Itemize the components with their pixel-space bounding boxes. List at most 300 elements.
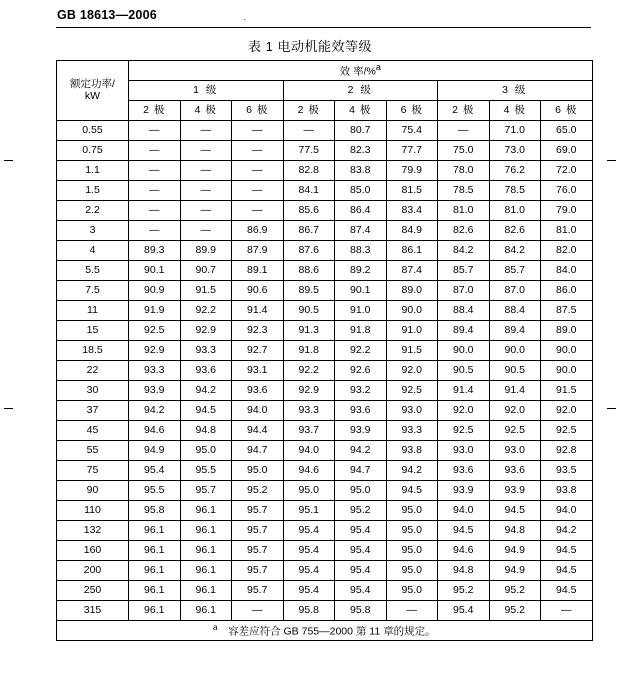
cell-efficiency: 94.5	[489, 501, 541, 521]
cell-efficiency: —	[232, 141, 284, 161]
cell-efficiency: 95.0	[386, 501, 438, 521]
cell-efficiency: 96.1	[180, 521, 232, 541]
cell-rated-power: 75	[57, 461, 129, 481]
table-title: 表 1 电动机能效等级	[248, 39, 372, 54]
cell-efficiency: 93.3	[180, 341, 232, 361]
cell-efficiency: 82.6	[489, 221, 541, 241]
cell-efficiency: 95.2	[489, 581, 541, 601]
cell-rated-power: 250	[57, 581, 129, 601]
table-header-row-3	[57, 101, 593, 121]
cell-efficiency: 93.6	[232, 381, 284, 401]
cell-efficiency: 92.3	[232, 321, 284, 341]
cell-efficiency: 95.8	[283, 601, 335, 621]
cell-efficiency: 95.0	[386, 581, 438, 601]
cell-efficiency: 96.1	[180, 561, 232, 581]
cell-efficiency: 95.0	[386, 561, 438, 581]
cell-efficiency: 92.6	[335, 361, 387, 381]
cell-efficiency: 89.0	[386, 281, 438, 301]
motor-efficiency-table	[56, 60, 593, 641]
cell-efficiency: 92.9	[180, 321, 232, 341]
header-rated-power	[57, 61, 129, 121]
cell-rated-power: 11	[57, 301, 129, 321]
cell-efficiency: 84.9	[386, 221, 438, 241]
cell-rated-power: 110	[57, 501, 129, 521]
cell-efficiency: 92.0	[541, 401, 593, 421]
cell-efficiency: 94.0	[232, 401, 284, 421]
table-row	[57, 421, 593, 441]
cell-efficiency: 77.7	[386, 141, 438, 161]
table-row	[57, 341, 593, 361]
cell-rated-power: 4	[57, 241, 129, 261]
cell-efficiency: —	[180, 201, 232, 221]
cell-efficiency: 82.6	[438, 221, 490, 241]
cell-efficiency: —	[232, 161, 284, 181]
cell-rated-power: 0.55	[57, 121, 129, 141]
cell-efficiency: 96.1	[129, 581, 181, 601]
cell-efficiency: 93.1	[232, 361, 284, 381]
cell-efficiency: 95.4	[129, 461, 181, 481]
cell-efficiency: 89.5	[283, 281, 335, 301]
cell-efficiency: 92.8	[541, 441, 593, 461]
cell-efficiency: 91.0	[386, 321, 438, 341]
cell-efficiency: 94.5	[180, 401, 232, 421]
cell-efficiency: 95.4	[283, 521, 335, 541]
cell-efficiency: 91.8	[335, 321, 387, 341]
cell-efficiency: 94.5	[386, 481, 438, 501]
cell-rated-power: 200	[57, 561, 129, 581]
cell-efficiency: 93.6	[335, 401, 387, 421]
cell-efficiency: 93.9	[129, 381, 181, 401]
cell-efficiency: 95.2	[232, 481, 284, 501]
cell-efficiency: —	[386, 601, 438, 621]
cell-efficiency: —	[232, 601, 284, 621]
cell-efficiency: 91.0	[335, 301, 387, 321]
cell-efficiency: 95.2	[438, 581, 490, 601]
cell-efficiency: 90.1	[129, 261, 181, 281]
cell-efficiency: 69.0	[541, 141, 593, 161]
table-row	[57, 261, 593, 281]
cell-efficiency: 94.6	[129, 421, 181, 441]
cell-efficiency: 94.2	[386, 461, 438, 481]
cell-efficiency: 90.9	[129, 281, 181, 301]
cell-efficiency: 95.0	[283, 481, 335, 501]
cell-efficiency: 92.2	[335, 341, 387, 361]
cell-efficiency: 89.4	[489, 321, 541, 341]
cell-efficiency: 84.1	[283, 181, 335, 201]
cell-efficiency: —	[232, 181, 284, 201]
cell-rated-power: 30	[57, 381, 129, 401]
cell-efficiency: 91.4	[232, 301, 284, 321]
header-grade1-pole-2: 2 极	[129, 101, 181, 121]
table-row	[57, 221, 593, 241]
table-row	[57, 561, 593, 581]
cell-efficiency: 92.9	[283, 381, 335, 401]
cell-efficiency: 86.7	[283, 221, 335, 241]
cell-efficiency: 96.1	[180, 601, 232, 621]
cell-efficiency: 80.7	[335, 121, 387, 141]
cell-efficiency: —	[283, 121, 335, 141]
cell-efficiency: 85.7	[438, 261, 490, 281]
cell-efficiency: 95.1	[283, 501, 335, 521]
cell-efficiency: —	[180, 181, 232, 201]
cell-efficiency: 92.5	[489, 421, 541, 441]
cell-efficiency: 92.2	[180, 301, 232, 321]
cell-efficiency: 92.0	[438, 401, 490, 421]
cell-rated-power: 37	[57, 401, 129, 421]
cell-efficiency: 91.4	[489, 381, 541, 401]
cell-efficiency: 89.9	[180, 241, 232, 261]
cell-efficiency: 96.1	[180, 541, 232, 561]
cell-efficiency: 79.9	[386, 161, 438, 181]
cell-rated-power: 1.5	[57, 181, 129, 201]
cell-rated-power: 2.2	[57, 201, 129, 221]
cell-efficiency: 94.0	[438, 501, 490, 521]
table-row	[57, 481, 593, 501]
header-efficiency-label: 效 率/%	[339, 65, 376, 78]
cell-efficiency: 91.9	[129, 301, 181, 321]
cell-efficiency: 92.5	[386, 381, 438, 401]
cell-efficiency: 95.4	[283, 581, 335, 601]
cell-efficiency: 94.5	[541, 541, 593, 561]
table-row	[57, 241, 593, 261]
cell-efficiency: —	[180, 141, 232, 161]
cell-efficiency: 76.0	[541, 181, 593, 201]
cell-efficiency: 96.1	[129, 601, 181, 621]
cell-efficiency: —	[180, 121, 232, 141]
header-grade2-pole-4: 4 极	[335, 101, 387, 121]
cell-efficiency: 95.0	[386, 541, 438, 561]
header-rated-power-line2: kW	[84, 89, 101, 102]
cell-efficiency: —	[232, 201, 284, 221]
cell-rated-power: 90	[57, 481, 129, 501]
cell-efficiency: 94.2	[180, 381, 232, 401]
cell-efficiency: 94.6	[438, 541, 490, 561]
header-grade3-pole-6: 6 极	[541, 101, 593, 121]
table-row	[57, 521, 593, 541]
cell-efficiency: 89.2	[335, 261, 387, 281]
cell-rated-power: 45	[57, 421, 129, 441]
table-row	[57, 141, 593, 161]
header-rated-power-line1: 额定功率/	[70, 77, 115, 90]
cell-efficiency: 87.5	[541, 301, 593, 321]
cell-efficiency: 94.0	[283, 441, 335, 461]
cell-efficiency: 88.4	[438, 301, 490, 321]
cell-efficiency: 95.4	[283, 541, 335, 561]
cell-efficiency: 90.6	[232, 281, 284, 301]
cell-efficiency: 93.6	[489, 461, 541, 481]
cell-efficiency: 87.9	[232, 241, 284, 261]
cell-efficiency: 95.7	[232, 581, 284, 601]
footnote-mark: a	[212, 621, 218, 632]
cell-efficiency: 96.1	[129, 541, 181, 561]
cell-efficiency: 95.4	[335, 581, 387, 601]
header-grade1-pole-6: 6 极	[232, 101, 284, 121]
cell-efficiency: 87.0	[438, 281, 490, 301]
cell-efficiency: 81.0	[438, 201, 490, 221]
cell-efficiency: 76.2	[489, 161, 541, 181]
cell-efficiency: 75.4	[386, 121, 438, 141]
cell-efficiency: 94.8	[438, 561, 490, 581]
cell-efficiency: 82.8	[283, 161, 335, 181]
cell-efficiency: 90.0	[541, 361, 593, 381]
cell-efficiency: —	[129, 221, 181, 241]
cell-rated-power: 132	[57, 521, 129, 541]
cell-efficiency: 94.6	[283, 461, 335, 481]
table-row	[57, 161, 593, 181]
cell-efficiency: 91.5	[541, 381, 593, 401]
table-row	[57, 361, 593, 381]
cell-efficiency: 72.0	[541, 161, 593, 181]
cell-efficiency: 86.0	[541, 281, 593, 301]
cell-efficiency: 65.0	[541, 121, 593, 141]
cell-efficiency: 94.2	[335, 441, 387, 461]
header-grade3-pole-2: 2 极	[438, 101, 490, 121]
cell-efficiency: 94.0	[541, 501, 593, 521]
header-grade-2: 2 级	[283, 81, 438, 101]
cell-efficiency: 81.0	[541, 221, 593, 241]
margin-tick-left-upper	[4, 160, 13, 161]
cell-efficiency: 93.2	[335, 381, 387, 401]
table-header-row-1	[57, 61, 593, 81]
cell-efficiency: 90.0	[438, 341, 490, 361]
cell-efficiency: 89.4	[438, 321, 490, 341]
cell-efficiency: 94.8	[489, 521, 541, 541]
cell-efficiency: 95.7	[232, 561, 284, 581]
cell-efficiency: 84.2	[438, 241, 490, 261]
cell-efficiency: 90.1	[335, 281, 387, 301]
cell-efficiency: 83.8	[335, 161, 387, 181]
header-divider-rule	[56, 27, 591, 28]
cell-efficiency: 77.5	[283, 141, 335, 161]
cell-efficiency: 89.3	[129, 241, 181, 261]
cell-efficiency: 87.4	[335, 221, 387, 241]
cell-efficiency: 93.7	[283, 421, 335, 441]
cell-rated-power: 315	[57, 601, 129, 621]
cell-efficiency: 75.0	[438, 141, 490, 161]
table-row	[57, 181, 593, 201]
cell-efficiency: —	[129, 201, 181, 221]
cell-efficiency: 95.0	[386, 521, 438, 541]
cell-efficiency: 88.3	[335, 241, 387, 261]
table-footnote	[57, 621, 593, 641]
cell-efficiency: 95.0	[180, 441, 232, 461]
cell-efficiency: 86.4	[335, 201, 387, 221]
cell-efficiency: 85.7	[489, 261, 541, 281]
cell-efficiency: —	[541, 601, 593, 621]
cell-efficiency: 93.3	[386, 421, 438, 441]
cell-efficiency: 95.7	[232, 501, 284, 521]
cell-rated-power: 18.5	[57, 341, 129, 361]
cell-efficiency: 79.0	[541, 201, 593, 221]
table-row	[57, 461, 593, 481]
cell-efficiency: 94.7	[232, 441, 284, 461]
cell-rated-power: 5.5	[57, 261, 129, 281]
cell-efficiency: 94.9	[489, 561, 541, 581]
cell-efficiency: 94.7	[335, 461, 387, 481]
cell-efficiency: 95.4	[335, 561, 387, 581]
cell-efficiency: 95.0	[232, 461, 284, 481]
margin-tick-right-upper	[607, 160, 616, 161]
cell-efficiency: 90.5	[489, 361, 541, 381]
header-efficiency	[129, 61, 593, 81]
cell-efficiency: 81.0	[489, 201, 541, 221]
cell-efficiency: 86.1	[386, 241, 438, 261]
cell-efficiency: 90.0	[489, 341, 541, 361]
cell-efficiency: 95.8	[335, 601, 387, 621]
cell-efficiency: 90.0	[386, 301, 438, 321]
cell-efficiency: 95.4	[335, 541, 387, 561]
cell-efficiency: 82.3	[335, 141, 387, 161]
cell-efficiency: 93.5	[541, 461, 593, 481]
cell-efficiency: 95.4	[283, 561, 335, 581]
cell-efficiency: —	[129, 141, 181, 161]
cell-efficiency: 92.5	[541, 421, 593, 441]
cell-rated-power: 1.1	[57, 161, 129, 181]
table-row	[57, 401, 593, 421]
cell-efficiency: 94.4	[232, 421, 284, 441]
cell-efficiency: 84.0	[541, 261, 593, 281]
cell-efficiency: 92.0	[489, 401, 541, 421]
cell-rated-power: 15	[57, 321, 129, 341]
cell-efficiency: 93.0	[386, 401, 438, 421]
cell-efficiency: 93.6	[180, 361, 232, 381]
cell-efficiency: 93.9	[438, 481, 490, 501]
cell-efficiency: 88.6	[283, 261, 335, 281]
cell-efficiency: 90.5	[283, 301, 335, 321]
cell-efficiency: 82.0	[541, 241, 593, 261]
cell-rated-power: 55	[57, 441, 129, 461]
cell-efficiency: 96.1	[180, 501, 232, 521]
cell-efficiency: 87.0	[489, 281, 541, 301]
cell-efficiency: 94.5	[438, 521, 490, 541]
cell-efficiency: —	[129, 161, 181, 181]
cell-efficiency: 91.8	[283, 341, 335, 361]
cell-efficiency: 95.5	[129, 481, 181, 501]
cell-efficiency: 94.2	[129, 401, 181, 421]
table-row	[57, 601, 593, 621]
cell-efficiency: 93.0	[438, 441, 490, 461]
cell-efficiency: —	[438, 121, 490, 141]
header-grade-3: 3 级	[438, 81, 593, 101]
cell-efficiency: —	[232, 121, 284, 141]
header-grade-1: 1 级	[129, 81, 284, 101]
table-header-row-2	[57, 81, 593, 101]
cell-efficiency: 91.3	[283, 321, 335, 341]
cell-efficiency: 92.5	[129, 321, 181, 341]
cell-efficiency: —	[180, 161, 232, 181]
cell-efficiency: 91.5	[180, 281, 232, 301]
cell-efficiency: 93.0	[489, 441, 541, 461]
cell-efficiency: 78.5	[438, 181, 490, 201]
header-efficiency-footnote-mark: a	[375, 61, 381, 72]
cell-rated-power: 160	[57, 541, 129, 561]
table-row	[57, 321, 593, 341]
cell-efficiency: 95.8	[129, 501, 181, 521]
footnote-text: 容差应符合 GB 755—2000 第 11 章的规定。	[217, 625, 436, 638]
table-row	[57, 301, 593, 321]
cell-efficiency: 73.0	[489, 141, 541, 161]
cell-efficiency: 94.5	[541, 581, 593, 601]
cell-efficiency: 78.0	[438, 161, 490, 181]
cell-efficiency: 90.5	[438, 361, 490, 381]
cell-efficiency: 93.3	[129, 361, 181, 381]
cell-rated-power: 7.5	[57, 281, 129, 301]
cell-efficiency: 94.9	[129, 441, 181, 461]
cell-efficiency: 85.0	[335, 181, 387, 201]
cell-rated-power: 22	[57, 361, 129, 381]
cell-efficiency: 94.8	[180, 421, 232, 441]
cell-efficiency: 94.9	[489, 541, 541, 561]
header-grade1-pole-4: 4 极	[180, 101, 232, 121]
cell-efficiency: 87.4	[386, 261, 438, 281]
cell-efficiency: 92.0	[386, 361, 438, 381]
cell-efficiency: 95.5	[180, 461, 232, 481]
cell-efficiency: 95.4	[335, 521, 387, 541]
cell-efficiency: 85.6	[283, 201, 335, 221]
cell-efficiency: 96.1	[129, 521, 181, 541]
cell-efficiency: 89.0	[541, 321, 593, 341]
table-row	[57, 381, 593, 401]
cell-efficiency: 93.9	[489, 481, 541, 501]
cell-efficiency: 93.3	[283, 401, 335, 421]
table-row	[57, 441, 593, 461]
cell-efficiency: 93.8	[386, 441, 438, 461]
cell-efficiency: 95.7	[232, 541, 284, 561]
page-margin-dot: ·	[243, 14, 247, 26]
cell-efficiency: 96.1	[180, 581, 232, 601]
cell-efficiency: 95.7	[180, 481, 232, 501]
cell-efficiency: —	[180, 221, 232, 241]
table-row	[57, 541, 593, 561]
margin-tick-right-lower	[607, 408, 616, 409]
cell-efficiency: —	[129, 181, 181, 201]
table-row	[57, 121, 593, 141]
header-grade2-pole-2: 2 极	[283, 101, 335, 121]
cell-efficiency: 93.6	[438, 461, 490, 481]
cell-efficiency: 78.5	[489, 181, 541, 201]
cell-efficiency: 96.1	[129, 561, 181, 581]
cell-efficiency: 84.2	[489, 241, 541, 261]
header-grade3-pole-4: 4 极	[489, 101, 541, 121]
cell-efficiency: 92.7	[232, 341, 284, 361]
cell-efficiency: 83.4	[386, 201, 438, 221]
cell-efficiency: 95.2	[489, 601, 541, 621]
table-row	[57, 501, 593, 521]
table-row	[57, 201, 593, 221]
cell-efficiency: 93.8	[541, 481, 593, 501]
cell-efficiency: 91.4	[438, 381, 490, 401]
table-footnote-row	[57, 621, 593, 641]
cell-efficiency: 71.0	[489, 121, 541, 141]
table-row	[57, 281, 593, 301]
cell-efficiency: 95.2	[335, 501, 387, 521]
cell-efficiency: 86.9	[232, 221, 284, 241]
cell-efficiency: 92.9	[129, 341, 181, 361]
cell-efficiency: 95.0	[335, 481, 387, 501]
page-header-standard-number: GB 18613—2006	[57, 8, 157, 22]
cell-efficiency: 92.2	[283, 361, 335, 381]
cell-efficiency: 81.5	[386, 181, 438, 201]
cell-efficiency: 95.7	[232, 521, 284, 541]
cell-efficiency: 91.5	[386, 341, 438, 361]
table-row	[57, 581, 593, 601]
cell-efficiency: —	[129, 121, 181, 141]
margin-tick-left-lower	[4, 408, 13, 409]
cell-efficiency: 89.1	[232, 261, 284, 281]
cell-efficiency: 94.5	[541, 561, 593, 581]
cell-efficiency: 87.6	[283, 241, 335, 261]
cell-efficiency: 90.7	[180, 261, 232, 281]
